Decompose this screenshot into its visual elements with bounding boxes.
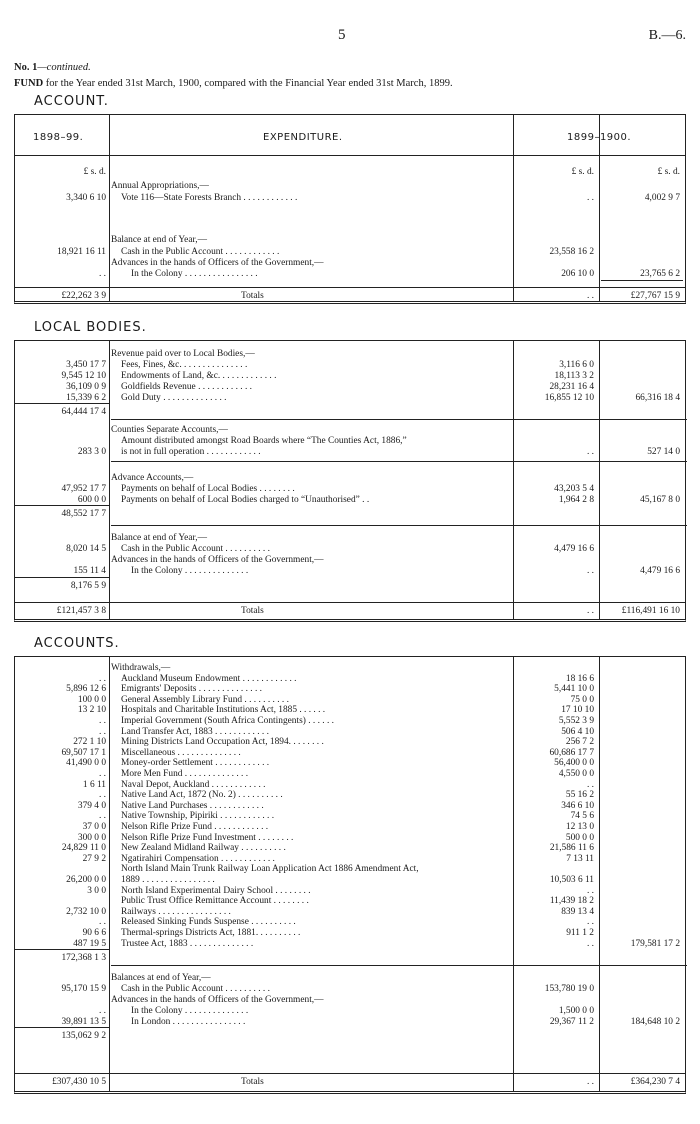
row-detail-value xyxy=(515,864,597,875)
row-detail-value: . . xyxy=(586,938,594,949)
row-detail-value: 4,550 0 0 xyxy=(558,769,594,779)
row-total-value xyxy=(601,663,683,674)
row-prev-value: . . xyxy=(98,716,106,726)
row-description: Counties Separate Accounts,— xyxy=(111,425,228,435)
row-prev-value xyxy=(15,896,109,907)
row-total-value xyxy=(601,811,683,822)
row-detail-value: 74 5 6 xyxy=(570,811,594,822)
row-description: Cash in the Public Account . . . . . . . . . . xyxy=(121,544,270,554)
row-detail-value: . . xyxy=(586,193,594,203)
row-total-value xyxy=(601,181,683,192)
row-description: Naval Depot, Auckland . . . . . . . . . . . . xyxy=(121,779,266,790)
row-description xyxy=(111,581,511,592)
row-total-value: 66,316 18 4 xyxy=(635,393,680,403)
row-total-value xyxy=(601,360,683,371)
row-description: Thermal-springs Districts Act, 1881. . . . . . . . . . xyxy=(121,928,301,938)
row-description: Advances in the hands of Officers of the Government,— xyxy=(111,555,324,565)
row-description xyxy=(111,407,511,418)
row-detail-value: 500 0 0 xyxy=(565,832,594,843)
statement-label xyxy=(14,62,91,73)
row-description: Native Land Purchases . . . . . . . . . . . . xyxy=(121,800,264,811)
row-detail-value: 5,441 10 0 xyxy=(554,684,594,695)
row-prev-value xyxy=(15,555,109,566)
row-description: Auckland Museum Endowment . . . . . . . . . . . . xyxy=(121,673,297,684)
row-prev-value: 27 9 2 xyxy=(82,853,106,864)
row-detail-value xyxy=(515,533,597,544)
row-total-value xyxy=(601,371,683,382)
row-detail-value: 346 6 10 xyxy=(561,800,594,811)
row-total-value xyxy=(601,407,683,418)
row-description: Advance Accounts,— xyxy=(111,473,194,483)
row-prev-value: 300 0 0 xyxy=(77,832,106,843)
row-prev-value: 13 2 10 xyxy=(77,705,106,716)
row-prev-value: . . xyxy=(98,1006,106,1016)
row-detail-value: 10,503 6 11 xyxy=(549,875,594,885)
row-prev-value: 2,732 10 0 xyxy=(66,906,106,917)
row-description: Gold Duty . . . . . . . . . . . . . . xyxy=(121,393,227,403)
row-detail-value xyxy=(515,581,597,592)
page-number: 5 xyxy=(338,27,346,43)
row-detail-value: 5,552 3 9 xyxy=(558,716,594,726)
row-detail-value: 18,113 3 2 xyxy=(554,371,594,381)
row-prev-value: 8,176 5 9 xyxy=(70,581,106,591)
row-description: Payments on behalf of Local Bodies charged to “Unauthorised” . . xyxy=(121,495,370,505)
row-total-value xyxy=(601,748,683,759)
row-description: North Island Experimental Dairy School . . . . . . . . xyxy=(121,885,311,896)
row-prev-value: 64,444 17 4 xyxy=(61,407,106,417)
row-detail-value: 153,780 19 0 xyxy=(544,984,594,994)
row-prev-value: 24,829 11 0 xyxy=(61,843,106,854)
row-prev-value: 3,450 17 7 xyxy=(66,360,106,370)
row-prev-value: 26,200 0 0 xyxy=(66,875,106,885)
row-detail-value xyxy=(515,425,597,436)
row-total-value xyxy=(601,907,683,918)
row-description: Payments on behalf of Local Bodies . . . . . . . . xyxy=(121,484,295,494)
row-description: In the Colony . . . . . . . . . . . . . . xyxy=(131,566,249,576)
row-total-value xyxy=(601,436,683,447)
row-prev-value: . . xyxy=(98,769,106,779)
row-description: In the Colony . . . . . . . . . . . . . . . . xyxy=(131,269,258,279)
row-detail-value: . . xyxy=(586,1077,594,1087)
row-description: Land Transfer Act, 1883 . . . . . . . . . . . . xyxy=(121,726,269,737)
row-detail-value xyxy=(515,663,597,674)
row-description: Endowments of Land, &c. . . . . . . . . . . . . xyxy=(121,371,277,381)
row-total-value xyxy=(601,801,683,812)
row-description: Mining Districts Land Occupation Act, 1894. . . . . . . . xyxy=(121,737,324,748)
row-detail-value xyxy=(515,973,597,984)
row-total-value xyxy=(601,544,683,555)
row-prev-value: 5,896 12 6 xyxy=(66,684,106,695)
row-description: Totals xyxy=(241,291,264,301)
row-total-value xyxy=(601,1031,683,1042)
col-head-expenditure: EXPENDITURE. xyxy=(263,132,343,143)
row-total-value xyxy=(601,705,683,716)
row-total-value xyxy=(601,484,683,495)
row-detail-value: 1,500 0 0 xyxy=(558,1006,594,1016)
row-total-value xyxy=(601,822,683,833)
row-total-value xyxy=(601,769,683,780)
row-prev-value: 39,891 13 5 xyxy=(61,1017,106,1027)
row-prev-value xyxy=(15,425,109,436)
row-detail-value: 256 7 2 xyxy=(565,737,594,748)
row-detail-value: 1,964 2 8 xyxy=(558,495,594,505)
row-total-value xyxy=(601,473,683,484)
statement-continued: —continued. xyxy=(37,62,91,73)
row-prev-value: £121,457 3 8 xyxy=(56,606,106,616)
row-prev-value: 379 4 0 xyxy=(77,800,106,811)
row-detail-value xyxy=(515,555,597,566)
row-detail-value xyxy=(515,349,597,360)
table-account xyxy=(14,114,686,304)
row-description: Trustee Act, 1883 . . . . . . . . . . . . . . xyxy=(121,938,254,949)
row-total-value xyxy=(601,695,683,706)
row-prev-value xyxy=(15,995,109,1006)
row-detail-value: . . xyxy=(586,885,594,896)
row-detail-value: 506 4 10 xyxy=(561,726,594,737)
row-prev-value xyxy=(15,663,109,674)
row-detail-value xyxy=(515,509,597,520)
row-detail-value xyxy=(515,235,597,246)
row-detail-value xyxy=(515,407,597,418)
col-head-prev: 1898–99. xyxy=(33,132,84,143)
row-prev-value: 90 6 6 xyxy=(82,928,106,938)
row-prev-value: 3,340 6 10 xyxy=(66,193,106,203)
row-prev-value: 37 0 0 xyxy=(82,822,106,832)
row-prev-value xyxy=(15,973,109,984)
row-detail-value: 18 16 6 xyxy=(565,673,594,684)
statement-number: No. 1 xyxy=(14,62,38,73)
row-total-value xyxy=(601,235,683,246)
row-description: Railways . . . . . . . . . . . . . . . . xyxy=(121,906,231,917)
row-total-value xyxy=(601,555,683,566)
row-total-value xyxy=(601,758,683,769)
row-detail-value: 206 10 0 xyxy=(561,269,594,279)
row-total-value xyxy=(601,684,683,695)
section-title-account: ACCOUNT. xyxy=(34,94,109,109)
row-description: Withdrawals,— xyxy=(111,663,171,673)
row-prev-value: 135,062 9 2 xyxy=(61,1031,106,1041)
row-detail-value: 12 13 0 xyxy=(565,822,594,832)
row-detail-value: . . xyxy=(586,779,594,790)
row-description: Released Sinking Funds Suspense . . . . . . . . . . xyxy=(121,917,296,928)
row-description: Advances in the hands of Officers of the Government,— xyxy=(111,995,324,1005)
row-description: Revenue paid over to Local Bodies,— xyxy=(111,349,255,359)
document-reference: B.—6. xyxy=(648,28,686,43)
row-description: Emigrants' Deposits . . . . . . . . . . . . . . xyxy=(121,684,263,695)
fund-line: for the Year ended 31st March, 1900, compared with the Financial Year ended 31st March, 1899. xyxy=(45,78,453,89)
row-description: Vote 116—State Forests Branch . . . . . . . . . . . . xyxy=(121,193,298,203)
row-total-value xyxy=(601,1006,683,1017)
row-total-value xyxy=(601,674,683,685)
row-prev-value: 18,921 16 11 xyxy=(57,247,106,257)
row-prev-value: 272 1 10 xyxy=(73,737,106,748)
row-description: Hospitals and Charitable Institutions Act, 1885 . . . . . . xyxy=(121,705,326,716)
row-prev-value: 48,552 17 7 xyxy=(61,509,106,519)
row-description: Balance at end of Year,— xyxy=(111,533,207,543)
row-total-value xyxy=(601,896,683,907)
row-total-value: 4,479 16 6 xyxy=(640,566,680,576)
row-detail-value: 23,558 16 2 xyxy=(549,247,594,257)
section-title-local-bodies: LOCAL BODIES. xyxy=(34,320,147,335)
row-total-value: 184,648 10 2 xyxy=(630,1017,680,1027)
row-description: is not in full operation . . . . . . . . . . . . xyxy=(121,447,261,457)
row-total-value xyxy=(601,780,683,791)
row-total-value xyxy=(601,425,683,436)
row-detail-value: 75 0 0 xyxy=(570,694,594,705)
row-description: Native Township, Pipiriki . . . . . . . . . . . . xyxy=(121,811,275,822)
row-prev-value: 9,545 12 10 xyxy=(61,371,106,381)
row-description: Native Land Act, 1872 (No. 2) . . . . . . . . . . xyxy=(121,790,283,801)
row-detail-value: 55 16 2 xyxy=(565,790,594,801)
row-total-value xyxy=(601,973,683,984)
row-detail-value xyxy=(515,473,597,484)
row-total-value: 4,002 9 7 xyxy=(644,193,680,203)
row-description: Cash in the Public Account . . . . . . . . . . xyxy=(121,984,270,994)
row-detail-value xyxy=(515,1031,597,1042)
row-detail-value xyxy=(515,181,597,192)
fund-word: FUND xyxy=(14,78,44,89)
row-prev-value xyxy=(15,864,109,875)
row-detail-value: 4,479 16 6 xyxy=(554,544,594,554)
row-prev-value xyxy=(15,349,109,360)
row-description: Totals xyxy=(241,606,264,616)
row-total-value xyxy=(601,509,683,520)
row-total-value xyxy=(601,833,683,844)
row-description: General Assembly Library Fund . . . . . . . . . . xyxy=(121,694,289,705)
row-description: New Zealand Midland Railway . . . . . . . . . . xyxy=(121,843,286,854)
row-detail-value xyxy=(515,995,597,1006)
row-prev-value: 41,490 0 0 xyxy=(66,758,106,769)
row-total-lsd: £ s. d. xyxy=(657,167,680,177)
row-prev-value: . . xyxy=(98,673,106,684)
row-description: Nelson Rifle Prize Fund . . . . . . . . . . . . xyxy=(121,822,269,832)
row-detail-value: 7 13 11 xyxy=(566,853,594,864)
row-prev-value: 1 6 11 xyxy=(82,779,106,790)
row-detail-value: 3,116 6 0 xyxy=(559,360,594,370)
row-description: Amount distributed amongst Road Boards where “The Counties Act, 1886,” xyxy=(121,436,407,446)
row-total-value: 179,581 17 2 xyxy=(630,938,680,949)
row-detail-value: 911 1 2 xyxy=(566,928,594,938)
row-detail-value: 29,367 11 2 xyxy=(549,1017,594,1027)
row-prev-value: 15,339 6 2 xyxy=(66,393,106,403)
row-detail-value: 839 13 4 xyxy=(561,906,594,917)
row-prev-value xyxy=(15,258,109,269)
row-prev-value: . . xyxy=(98,726,106,737)
row-total-value xyxy=(601,917,683,928)
row-detail-value: 11,439 18 2 xyxy=(549,896,594,907)
row-prev-value: 47,952 17 7 xyxy=(61,484,106,494)
row-description: Cash in the Public Account . . . . . . . . . . . . xyxy=(121,247,280,257)
row-prev-value: . . xyxy=(98,269,106,279)
row-description: Public Trust Office Remittance Account . . . . . . . . xyxy=(121,896,309,907)
row-description: North Island Main Trunk Railway Loan Application Act 1886 Amendment Act, xyxy=(121,864,419,875)
row-prev-value: 69,507 17 1 xyxy=(61,747,106,758)
row-detail-value: 56,400 0 0 xyxy=(554,758,594,769)
row-prev-value: 487 19 5 xyxy=(73,938,106,949)
row-total-value: 45,167 8 0 xyxy=(640,495,680,505)
row-description: Miscellaneous . . . . . . . . . . . . . . xyxy=(121,747,241,758)
table-local-bodies xyxy=(14,340,686,622)
row-total-value xyxy=(601,790,683,801)
row-total-value xyxy=(601,382,683,393)
row-prev-value: . . xyxy=(98,790,106,801)
row-detail-value: 43,203 5 4 xyxy=(554,484,594,494)
row-total-value xyxy=(601,533,683,544)
row-prev-value: 8,020 14 5 xyxy=(66,544,106,554)
row-total-value xyxy=(601,984,683,995)
row-description xyxy=(111,953,511,964)
row-total-value xyxy=(601,854,683,865)
row-prev-value: 36,109 0 9 xyxy=(66,382,106,392)
row-detail-value: 17 10 10 xyxy=(561,705,594,716)
row-description: Balances at end of Year,— xyxy=(111,973,211,983)
row-total-value xyxy=(601,247,683,258)
row-detail-value: 16,855 12 10 xyxy=(544,393,594,403)
row-detail-value: 28,231 16 4 xyxy=(549,382,594,392)
col-head-curr: 1899–1900. xyxy=(567,132,632,143)
row-total-value xyxy=(601,349,683,360)
row-total-value xyxy=(601,953,683,964)
row-description: Ngatirahiri Compensation . . . . . . . . . . . . xyxy=(121,853,275,864)
row-prev-value xyxy=(15,181,109,192)
row-description: Advances in the hands of Officers of the Government,— xyxy=(111,258,324,268)
row-total-value xyxy=(601,995,683,1006)
row-detail-value: 60,686 17 7 xyxy=(549,747,594,758)
row-prev-value: 283 3 0 xyxy=(77,447,106,457)
row-prev-value: . . xyxy=(98,917,106,928)
section-title-accounts: ACCOUNTS. xyxy=(34,636,120,651)
row-total-value xyxy=(601,864,683,875)
row-detail-value xyxy=(515,953,597,964)
row-prev-value: 155 11 4 xyxy=(73,566,106,576)
row-total-value xyxy=(601,928,683,939)
row-prev-value xyxy=(15,436,109,447)
row-total-value: £27,767 15 9 xyxy=(630,291,680,301)
row-description: In London . . . . . . . . . . . . . . . . xyxy=(131,1017,246,1027)
row-prev-value: . . xyxy=(98,811,106,822)
row-description: Imperial Government (South Africa Contingents) . . . . . . xyxy=(121,716,334,726)
row-total-value: £364,230 7 4 xyxy=(630,1077,680,1087)
row-description: Goldfields Revenue . . . . . . . . . . . . xyxy=(121,382,252,392)
row-prev-lsd: £ s. d. xyxy=(83,167,106,177)
row-description xyxy=(111,509,511,520)
row-description: Fees, Fines, &c. . . . . . . . . . . . . . . xyxy=(121,360,248,370)
row-detail-value: . . xyxy=(586,917,594,928)
row-total-value xyxy=(601,727,683,738)
row-detail-value: . . xyxy=(586,291,594,301)
fund-heading xyxy=(14,78,453,89)
row-description: 1889 . . . . . . . . . . . . . . . . xyxy=(121,875,215,885)
row-prev-value: £307,430 10 5 xyxy=(52,1077,106,1087)
row-total-value xyxy=(601,737,683,748)
row-prev-value: 3 0 0 xyxy=(87,885,106,896)
row-total-value xyxy=(601,886,683,897)
row-prev-value xyxy=(15,473,109,484)
row-prev-value: £22,262 3 9 xyxy=(61,291,106,301)
row-description: In the Colony . . . . . . . . . . . . . . xyxy=(131,1006,249,1016)
row-prev-value: 95,170 15 9 xyxy=(61,984,106,994)
row-total-value xyxy=(601,843,683,854)
row-description: Nelson Rifle Prize Fund Investment . . . . . . . . xyxy=(121,832,294,843)
row-total-value xyxy=(601,258,683,269)
row-total-value xyxy=(601,716,683,727)
row-detail-value: . . xyxy=(586,606,594,616)
row-prev-value: 100 0 0 xyxy=(77,694,106,705)
row-description: More Men Fund . . . . . . . . . . . . . . xyxy=(121,769,249,779)
row-detail-lsd: £ s. d. xyxy=(571,167,594,177)
row-total-value: £116,491 16 10 xyxy=(621,606,680,616)
row-total-value xyxy=(601,875,683,886)
row-total-value: 23,765 6 2 xyxy=(640,269,680,279)
row-prev-value xyxy=(15,533,109,544)
row-description xyxy=(111,1031,511,1042)
row-detail-value: . . xyxy=(586,566,594,576)
table-accounts xyxy=(14,656,686,1094)
row-detail-value xyxy=(515,436,597,447)
row-description: Annual Appropriations,— xyxy=(111,181,209,191)
row-detail-value xyxy=(515,258,597,269)
row-description: Totals xyxy=(241,1077,264,1087)
row-detail-value: 21,586 11 6 xyxy=(549,843,594,854)
row-description: Balance at end of Year,— xyxy=(111,235,207,245)
row-description: Money-order Settlement . . . . . . . . . . . . xyxy=(121,758,270,769)
row-prev-value xyxy=(15,235,109,246)
row-prev-value: 172,368 1 3 xyxy=(61,953,106,963)
row-prev-value: 600 0 0 xyxy=(77,495,106,505)
row-total-value: 527 14 0 xyxy=(647,447,680,457)
row-total-value xyxy=(601,581,683,592)
row-detail-value: . . xyxy=(586,447,594,457)
